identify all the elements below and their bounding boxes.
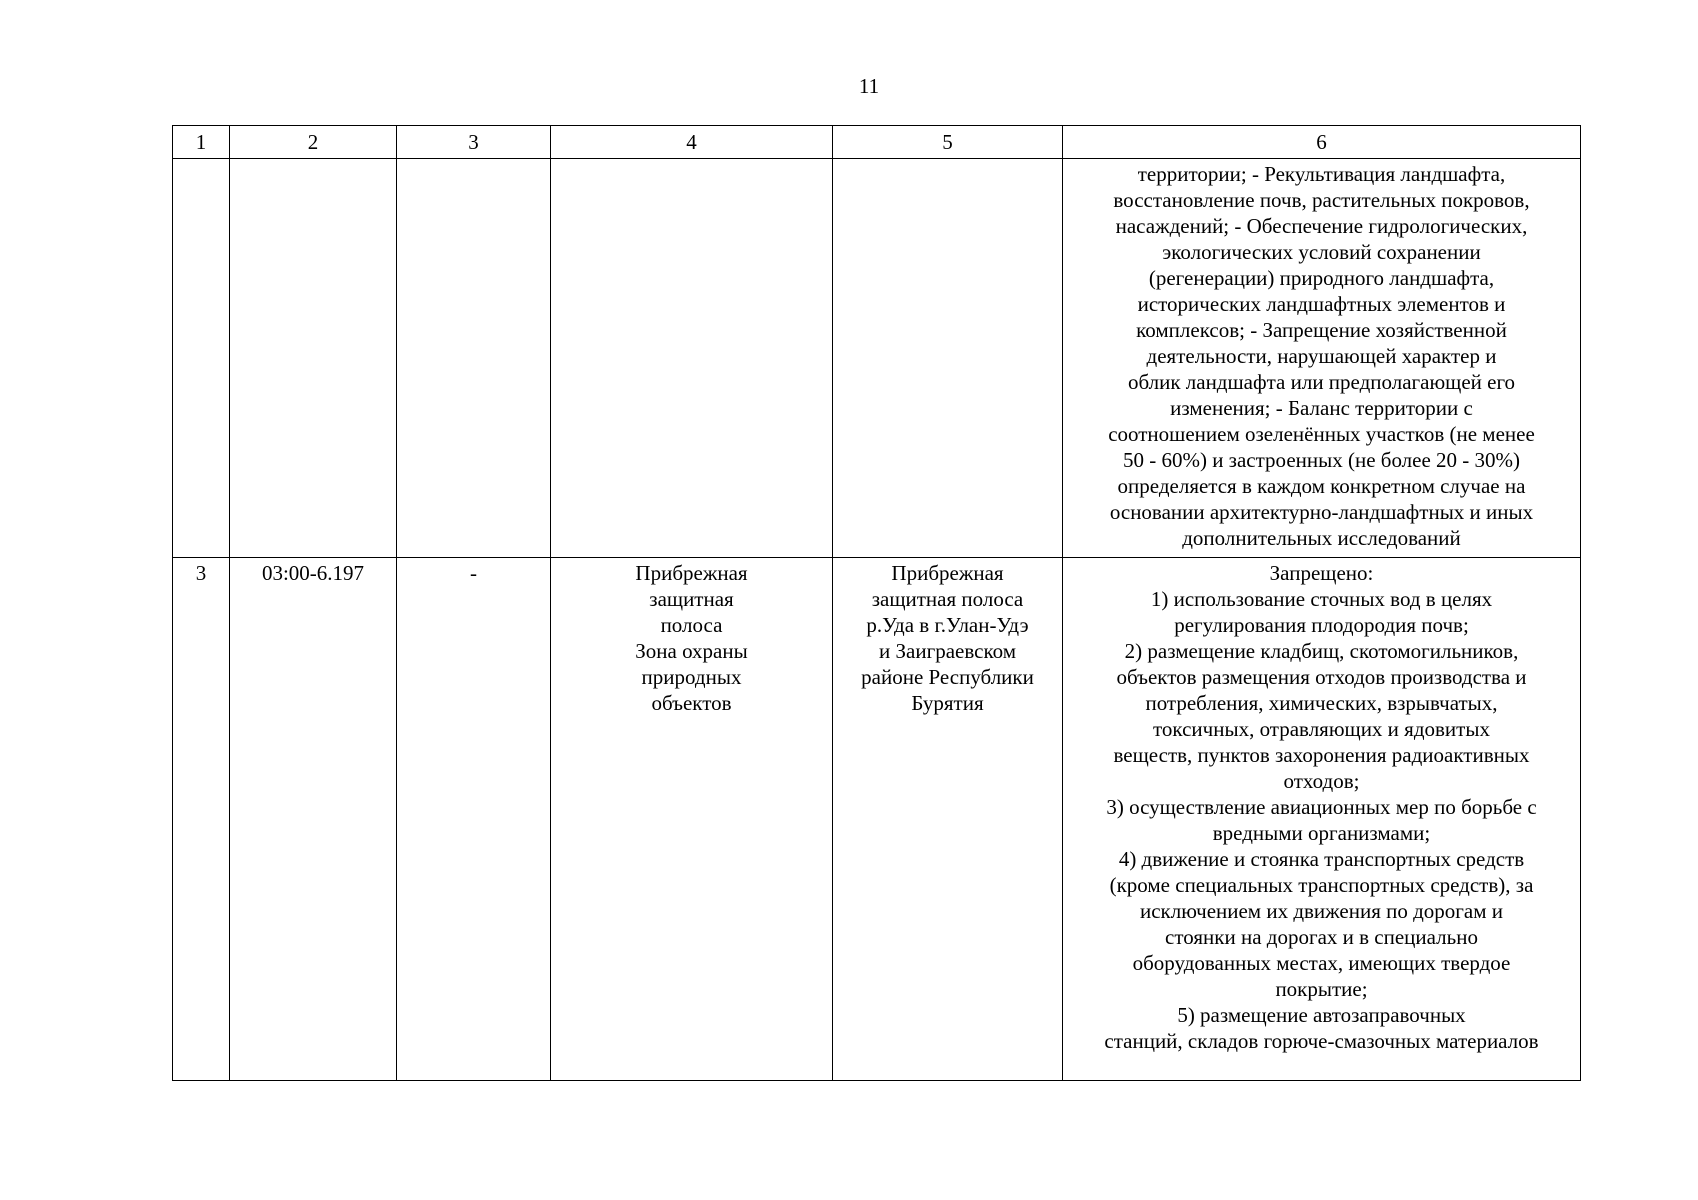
column-header-3: 3 — [397, 126, 551, 159]
column-header-4: 4 — [551, 126, 833, 159]
text-line: 50 - 60%) и застроенных (не более 20 - 30%) — [1122, 448, 1521, 472]
text-line: определяется в каждом конкретном случае на — [1117, 474, 1526, 498]
text-line: облик ландшафта или предполагающей его — [1127, 370, 1516, 394]
text-line: Прибрежная — [635, 561, 748, 585]
column-header-1: 1 — [173, 126, 230, 159]
text-line: насаждений; - Обеспечение гидрологических, — [1115, 214, 1528, 238]
text-line: соотношением озеленённых участков (не менее — [1108, 422, 1535, 446]
text-line: вредными организмами; — [1212, 821, 1431, 845]
text-line: 5) размещение автозаправочных — [1177, 1003, 1466, 1027]
text-line: территории; - Рекультивация ландшафта, — [1137, 162, 1506, 186]
text-line: восстановление почв, растительных покровов, — [1113, 188, 1530, 212]
text-line: оборудованных местах, имеющих твердое — [1132, 951, 1511, 975]
cell-row-number: 3 — [173, 558, 230, 1081]
column-header-2: 2 — [230, 126, 397, 159]
text-line: объектов размещения отходов производства и — [1116, 665, 1527, 689]
text-line: потребления, химических, взрывчатых, — [1145, 691, 1498, 715]
text-line: 1) использование сточных вод в целях — [1150, 587, 1493, 611]
cell-empty — [230, 159, 397, 558]
text-line: полоса — [660, 613, 723, 637]
text-line: 2) размещение кладбищ, скотомогильников, — [1124, 639, 1519, 663]
table-header-row — [173, 126, 1581, 159]
text-line: Запрещено: — [1269, 561, 1374, 585]
text-line: Бурятия — [911, 691, 984, 715]
table-row-continuation — [173, 159, 1581, 558]
column-header-6: 6 — [1063, 126, 1581, 159]
text-line: защитная полоса — [871, 587, 1024, 611]
text-line: стоянки на дорогах и в специально — [1165, 925, 1478, 949]
text-line: исторических ландшафтных элементов и — [1137, 292, 1506, 316]
cell-zone-name — [833, 558, 1063, 1081]
text-line: р.Уда в г.Улан-Удэ — [866, 613, 1029, 637]
table-row-3 — [173, 558, 1581, 1081]
text-line: веществ, пунктов захоронения радиоактивных — [1113, 743, 1530, 767]
text-line: объектов — [651, 691, 732, 715]
cell-empty — [833, 159, 1063, 558]
text-line: районе Республики — [861, 665, 1034, 689]
cell-restrictions — [1063, 558, 1581, 1081]
text-line: 4) движение и стоянка транспортных средств — [1118, 847, 1525, 871]
text-line: покрытие; — [1275, 977, 1368, 1001]
text-line: Прибрежная — [891, 561, 1004, 585]
text-line: комплексов; - Запрещение хозяйственной — [1136, 318, 1507, 342]
text-line: экологических условий сохранении — [1162, 240, 1481, 264]
text-line: станций, складов горюче-смазочных материалов — [1104, 1029, 1539, 1053]
text-line: 3) осуществление авиационных мер по борьбе с — [1106, 795, 1537, 819]
text-line: токсичных, отравляющих и ядовитых — [1153, 717, 1490, 741]
text-line: деятельности, нарушающей характер и — [1146, 344, 1497, 368]
text-line: отходов; — [1283, 769, 1360, 793]
cell-empty — [551, 159, 833, 558]
text-line: исключением их движения по дорогам и — [1140, 899, 1503, 923]
cell-empty — [173, 159, 230, 558]
cell-zone-type — [551, 558, 833, 1081]
cell-restrictions-continued — [1063, 159, 1581, 558]
zones-table — [172, 125, 1581, 1081]
text-line: дополнительных исследований — [1182, 526, 1461, 550]
cell-empty — [397, 159, 551, 558]
text-line: (кроме специальных транспортных средств), за — [1109, 873, 1534, 897]
text-line: регулирования плодородия почв; — [1174, 613, 1469, 637]
text-line: изменения; - Баланс территории с — [1170, 396, 1473, 420]
text-line: (регенерации) природного ландшафта, — [1148, 266, 1495, 290]
text-line: природных — [641, 665, 742, 689]
text-line: основании архитектурно-ландшафтных и иных — [1109, 500, 1534, 524]
cell-zone-code: 03:00-6.197 — [230, 558, 397, 1081]
cell-col3: - — [397, 558, 551, 1081]
page-number: 11 — [858, 74, 880, 98]
text-line: защитная — [649, 587, 734, 611]
text-line: Зона охраны — [635, 639, 748, 663]
column-header-5: 5 — [833, 126, 1063, 159]
text-line: и Заиграевском — [879, 639, 1016, 663]
